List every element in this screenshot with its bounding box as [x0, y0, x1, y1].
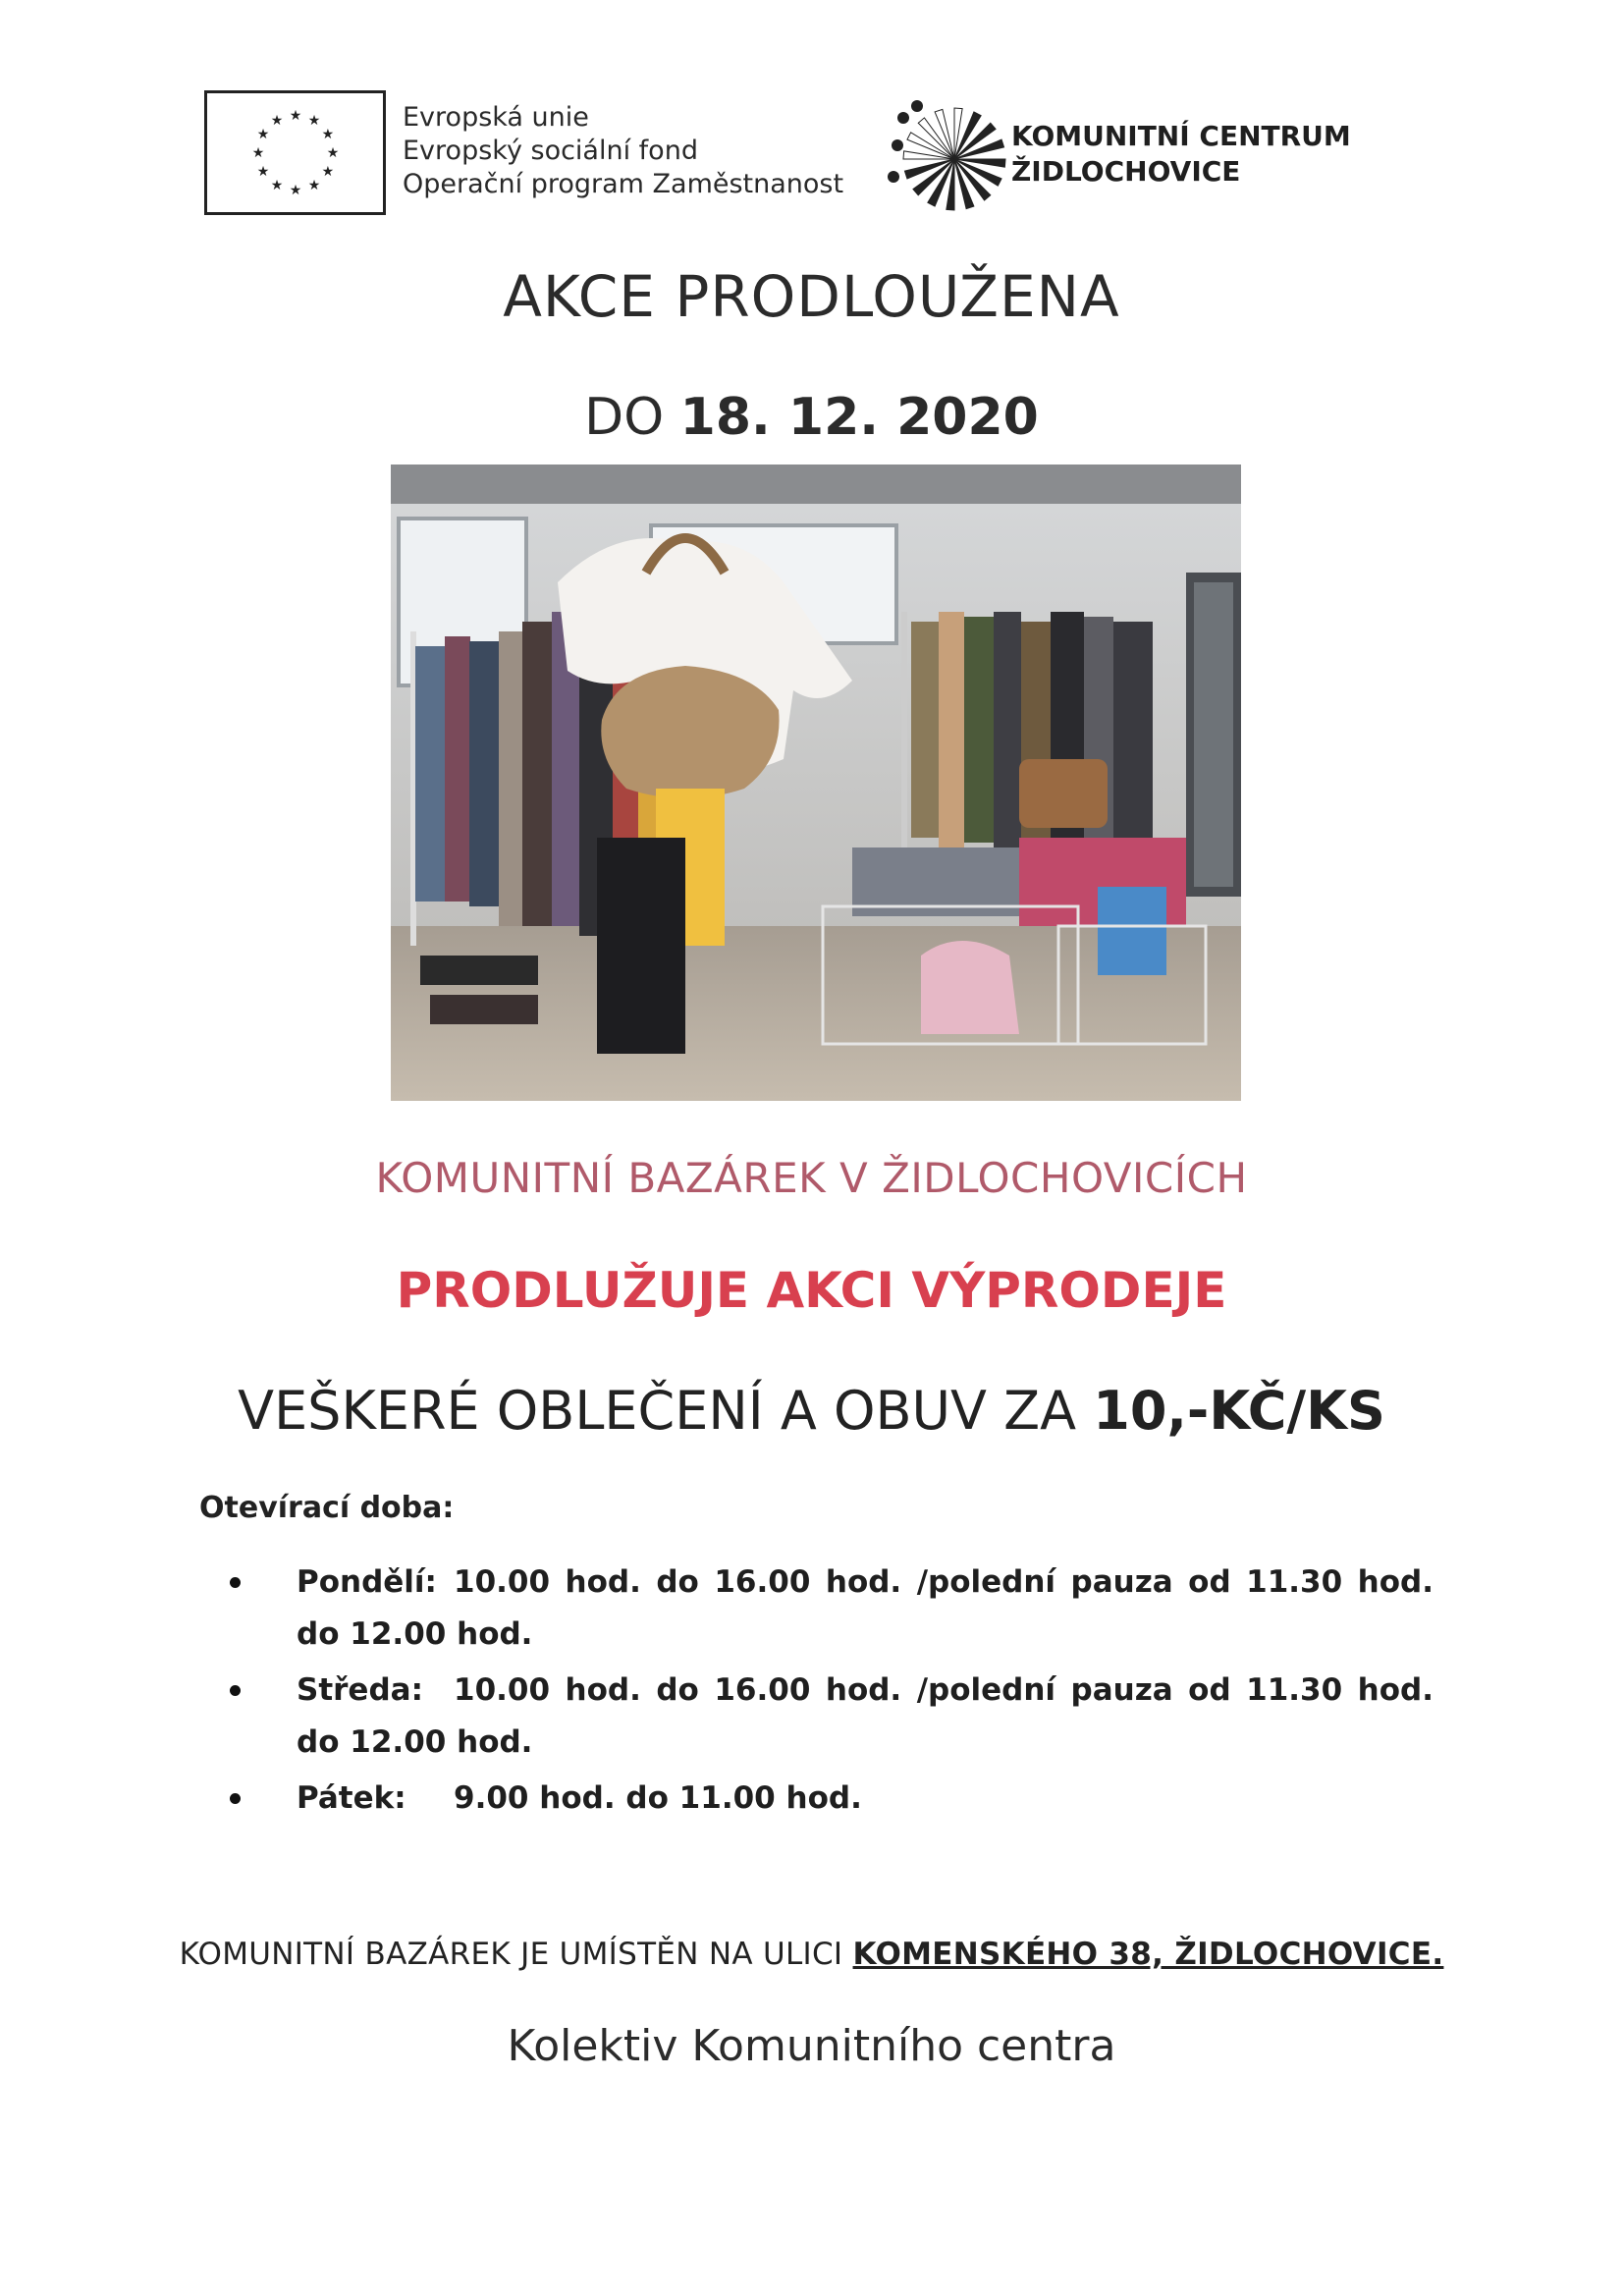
schedule-hours: 10.00 hod. do 16.00 hod. /polední pauza od 11.30 hod. do 12.00 hod.	[297, 1672, 1434, 1760]
address-line	[0, 1937, 1623, 1972]
komunitni-centrum-logo	[884, 98, 1006, 220]
date-line	[0, 388, 1623, 447]
price-value: 10,-KČ/KS	[1093, 1380, 1385, 1442]
eu-line: Operační program Zaměstnanost	[403, 169, 844, 199]
eu-flag-logo	[204, 90, 386, 215]
schedule-hours: 9.00 hod. do 11.00 hod.	[454, 1780, 862, 1816]
ray-icon	[935, 109, 954, 159]
schedule-day: Pátek:	[297, 1780, 406, 1816]
dot-icon	[897, 112, 909, 124]
clothing-photo	[391, 465, 1241, 1101]
star-icon: ★	[289, 183, 302, 198]
price-line	[0, 1380, 1623, 1442]
star-icon: ★	[307, 113, 321, 130]
clothing-racks-image	[391, 465, 1241, 1101]
price-text: VEŠKERÉ OBLEČENÍ A OBUV ZA	[238, 1380, 1077, 1442]
centrum-line: ŽIDLOCHOVICE	[1011, 155, 1241, 188]
headline: PRODLUŽUJE AKCI VÝPRODEJE	[396, 1262, 1227, 1319]
address-prefix: KOMUNITNÍ BAZÁREK JE UMÍSTĚN NA ULICI	[179, 1937, 843, 1972]
schedule-item-monday	[245, 1557, 1434, 1661]
eu-stars-icon	[207, 93, 383, 212]
star-icon: ★	[256, 164, 270, 180]
centrum-line: KOMUNITNÍ CENTRUM	[1011, 120, 1351, 152]
schedule-hours: 10.00 hod. do 16.00 hod. /polední pauza od 11.30 hod. do 12.00 hod.	[297, 1564, 1434, 1652]
bazar-name: KOMUNITNÍ BAZÁREK V ŽIDLOCHOVICÍCH	[375, 1154, 1248, 1202]
ray-icon	[903, 151, 954, 159]
star-icon: ★	[270, 113, 284, 130]
star-icon: ★	[307, 177, 321, 193]
sunburst-icon	[884, 98, 1006, 216]
schedule-item-friday	[245, 1773, 1434, 1825]
bullet-icon	[226, 1557, 243, 1609]
star-icon: ★	[256, 127, 270, 142]
dot-icon	[892, 139, 903, 151]
star-icon: ★	[326, 145, 340, 161]
date-prefix: DO	[584, 388, 665, 447]
star-icon: ★	[321, 127, 335, 142]
dot-icon	[888, 171, 899, 183]
star-icon: ★	[270, 177, 284, 193]
page-title: AKCE PRODLOUŽENA	[503, 263, 1120, 330]
dot-icon	[911, 100, 923, 112]
schedule-day: Pondělí:	[297, 1564, 437, 1600]
schedule-item-wednesday	[245, 1665, 1434, 1769]
centrum-name	[1011, 119, 1351, 190]
bullet-icon	[226, 1665, 243, 1717]
opening-hours-label: Otevírací doba:	[199, 1491, 455, 1525]
eu-line: Evropská unie	[403, 102, 589, 133]
eu-program-text	[403, 101, 843, 201]
address: KOMENSKÉHO 38, ŽIDLOCHOVICE.	[852, 1937, 1444, 1972]
eu-line: Evropský sociální fond	[403, 136, 698, 166]
opening-hours-list	[245, 1557, 1434, 1829]
signature: Kolektiv Komunitního centra	[507, 2021, 1116, 2071]
bullet-icon	[226, 1773, 243, 1825]
star-icon: ★	[251, 145, 265, 161]
date-value: 18. 12. 2020	[679, 388, 1039, 447]
star-icon: ★	[321, 164, 335, 180]
star-icon: ★	[289, 108, 302, 124]
schedule-day: Středa:	[297, 1672, 423, 1708]
